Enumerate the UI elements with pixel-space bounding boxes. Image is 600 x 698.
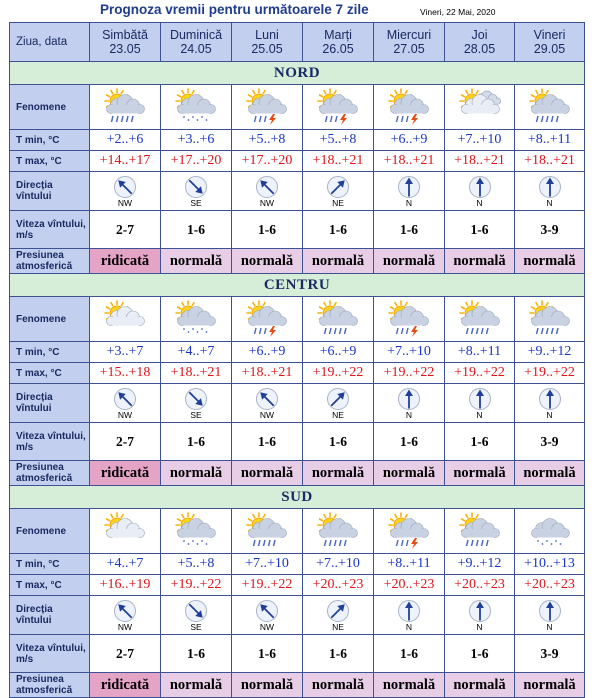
wind-direction-cell: [445, 384, 515, 423]
tmax-row: [10, 151, 585, 172]
weather-cell: [90, 297, 161, 342]
wind-speed-value: 1-6: [232, 423, 303, 461]
wind-direction-icon: [397, 387, 421, 411]
wind-direction-icon: [468, 387, 492, 411]
wind-direction-text: NW: [259, 409, 275, 420]
weather-cell: [303, 509, 374, 554]
sun-cloud-drizzle-icon: [173, 300, 219, 338]
wind-direction-text: NW: [259, 621, 275, 632]
pressure-value: normală: [374, 461, 445, 486]
wind-direction-icon: [113, 175, 137, 199]
wind-direction-text: N: [546, 197, 553, 208]
wind-speed-label: Viteza vîntului, m/s: [10, 211, 90, 249]
tmin-row: [10, 554, 585, 575]
wind-direction-cell: [161, 384, 232, 423]
tmax-value: +19..+22: [232, 575, 303, 596]
corner-label: Ziua, data: [10, 23, 90, 62]
day-header: [515, 23, 585, 62]
cloud-drizzle-icon: [527, 512, 573, 550]
tmin-value: +7..+10: [303, 554, 374, 575]
wind-speed-value: 1-6: [303, 423, 374, 461]
pressure-value: ridicată: [90, 673, 161, 698]
pressure-value: normală: [303, 673, 374, 698]
wind-speed-value: 1-6: [374, 423, 445, 461]
tmax-value: +19..+22: [445, 363, 515, 384]
region-name: CENTRU: [10, 274, 585, 297]
wind-direction-icon: [468, 599, 492, 623]
wind-speed-row: [10, 635, 585, 673]
pressure-value: normală: [232, 249, 303, 274]
weather-cell: [374, 85, 445, 130]
wind-speed-value: 1-6: [232, 211, 303, 249]
region-name: NORD: [10, 62, 585, 85]
tmax-value: +20..+23: [374, 575, 445, 596]
wind-direction-cell: [303, 384, 374, 423]
wind-direction-cell: [374, 596, 445, 635]
pressure-value: normală: [374, 673, 445, 698]
wind-direction-cell: [374, 384, 445, 423]
wind-direction-label: Direcția vîntului: [10, 172, 90, 211]
wind-direction-text: N: [546, 409, 553, 420]
sun-cloud-rain-icon: [244, 512, 290, 550]
tmax-row: [10, 575, 585, 596]
wind-direction-icon: [255, 175, 279, 199]
weather-cell: [515, 509, 585, 554]
wind-direction-icon: [255, 387, 279, 411]
tmin-value: +4..+7: [161, 342, 232, 363]
wind-speed-value: 1-6: [445, 423, 515, 461]
region-header: [10, 62, 585, 85]
sun-cloud-rain-icon: [315, 512, 361, 550]
wind-direction-label: Direcția vîntului: [10, 596, 90, 635]
wind-speed-value: 1-6: [303, 635, 374, 673]
tmax-value: +18..+21: [445, 151, 515, 172]
tmin-row: [10, 342, 585, 363]
wind-direction-text: NW: [259, 197, 275, 208]
tmin-value: +5..+8: [232, 130, 303, 151]
tmax-value: +17..+20: [232, 151, 303, 172]
wind-speed-label: Viteza vîntului, m/s: [10, 423, 90, 461]
header-row: [10, 23, 585, 62]
wind-direction-icon: [113, 387, 137, 411]
wind-speed-value: 1-6: [374, 635, 445, 673]
wind-speed-row: [10, 211, 585, 249]
wind-direction-cell: [232, 172, 303, 211]
tmin-value: +5..+8: [303, 130, 374, 151]
forecast-table: [9, 22, 585, 698]
wind-speed-value: 1-6: [303, 211, 374, 249]
weather-cell: [374, 509, 445, 554]
tmax-value: +19..+22: [374, 363, 445, 384]
weather-cell: [90, 85, 161, 130]
tmax-value: +19..+22: [515, 363, 585, 384]
tmin-value: +2..+6: [90, 130, 161, 151]
sun-cloud-rain-icon: [315, 300, 361, 338]
tmin-value: +5..+8: [161, 554, 232, 575]
wind-direction-cell: [445, 596, 515, 635]
pressure-label: Presiunea atmosferică: [10, 461, 90, 486]
sun-cloud-drizzle-icon: [173, 88, 219, 126]
tmin-value: +3..+6: [161, 130, 232, 151]
tmax-value: +18..+21: [232, 363, 303, 384]
pressure-value: normală: [445, 461, 515, 486]
wind-direction-icon: [538, 175, 562, 199]
wind-direction-icon: [184, 175, 208, 199]
wind-direction-cell: [303, 172, 374, 211]
wind-speed-value: 3-9: [515, 423, 585, 461]
tmin-label: T min, °C: [10, 554, 90, 575]
wind-direction-text: NE: [332, 621, 344, 632]
day-date: 23.05: [109, 42, 141, 56]
day-date: 25.05: [251, 42, 283, 56]
wind-direction-text: N: [476, 409, 483, 420]
weather-cell: [232, 509, 303, 554]
wind-direction-text: NW: [117, 409, 133, 420]
wind-direction-cell: [445, 172, 515, 211]
wind-direction-text: NE: [332, 409, 344, 420]
tmin-value: +9..+12: [515, 342, 585, 363]
phenomena-row: [10, 85, 585, 130]
day-name: Duminică: [169, 28, 223, 42]
tmin-value: +8..+11: [374, 554, 445, 575]
day-name: Luni: [255, 28, 279, 42]
wind-direction-row: [10, 172, 585, 211]
phenomena-label: Fenomene: [10, 297, 90, 342]
weather-cell: [374, 297, 445, 342]
wind-direction-cell: [90, 384, 161, 423]
sun-clouds-icon: [457, 88, 503, 126]
pressure-label: Presiunea atmosferică: [10, 673, 90, 698]
pressure-value: normală: [161, 249, 232, 274]
tmax-value: +18..+21: [161, 363, 232, 384]
wind-direction-row: [10, 596, 585, 635]
wind-speed-label: Viteza vîntului, m/s: [10, 635, 90, 673]
weather-cell: [232, 85, 303, 130]
wind-direction-icon: [113, 599, 137, 623]
sun-cloud-rain-icon: [457, 512, 503, 550]
wind-direction-text: N: [476, 621, 483, 632]
wind-direction-text: SE: [190, 621, 202, 632]
pressure-value: normală: [374, 249, 445, 274]
day-date: 24.05: [180, 42, 212, 56]
wind-direction-cell: [90, 596, 161, 635]
sun-cloud-thunder-icon: [386, 88, 432, 126]
sun-cloud-icon: [102, 300, 148, 338]
tmax-value: +18..+21: [374, 151, 445, 172]
wind-direction-text: N: [405, 409, 413, 420]
weather-cell: [515, 297, 585, 342]
tmax-value: +20..+23: [303, 575, 374, 596]
sun-cloud-thunder-icon: [386, 300, 432, 338]
wind-direction-icon: [326, 599, 350, 623]
wind-direction-icon: [397, 175, 421, 199]
wind-direction-cell: [515, 172, 585, 211]
sun-cloud-thunder-icon: [315, 88, 361, 126]
wind-direction-cell: [515, 596, 585, 635]
wind-direction-row: [10, 384, 585, 423]
wind-direction-text: SE: [190, 409, 202, 420]
wind-speed-value: 2-7: [90, 423, 161, 461]
wind-direction-icon: [468, 175, 492, 199]
tmax-value: +19..+22: [161, 575, 232, 596]
tmax-label: T max, °C: [10, 575, 90, 596]
sun-cloud-rain-icon: [527, 88, 573, 126]
wind-direction-text: NW: [117, 621, 133, 632]
tmin-value: +9..+12: [445, 554, 515, 575]
region-header: [10, 274, 585, 297]
pressure-value: normală: [303, 461, 374, 486]
tmin-row: [10, 130, 585, 151]
day-name: Vineri: [533, 28, 566, 42]
tmax-value: +18..+21: [515, 151, 585, 172]
tmin-value: +8..+11: [445, 342, 515, 363]
tmin-value: +6..+9: [374, 130, 445, 151]
day-name: Simbătă: [102, 28, 148, 42]
day-date: 28.05: [463, 42, 496, 56]
sun-cloud-rain-icon: [527, 300, 573, 338]
pressure-value: normală: [232, 673, 303, 698]
wind-speed-value: 3-9: [515, 211, 585, 249]
wind-direction-cell: [90, 172, 161, 211]
wind-direction-icon: [184, 599, 208, 623]
weather-cell: [303, 297, 374, 342]
tmax-value: +20..+23: [445, 575, 515, 596]
region-header: [10, 486, 585, 509]
wind-direction-text: NW: [117, 197, 133, 208]
wind-direction-icon: [326, 387, 350, 411]
weather-cell: [161, 509, 232, 554]
wind-direction-text: NE: [332, 197, 344, 208]
day-date: 29.05: [533, 42, 566, 56]
wind-direction-cell: [374, 172, 445, 211]
day-header: [303, 23, 374, 62]
pressure-value: normală: [161, 461, 232, 486]
wind-direction-text: N: [476, 197, 483, 208]
wind-direction-cell: [303, 596, 374, 635]
pressure-value: normală: [515, 673, 585, 698]
day-name: Marți: [324, 28, 352, 42]
tmax-value: +16..+19: [90, 575, 161, 596]
pressure-row: [10, 461, 585, 486]
wind-speed-value: 1-6: [445, 211, 515, 249]
tmin-value: +6..+9: [303, 342, 374, 363]
weather-cell: [232, 297, 303, 342]
day-header: [90, 23, 161, 62]
wind-direction-icon: [255, 599, 279, 623]
wind-direction-text: SE: [190, 197, 202, 208]
pressure-label: Presiunea atmosferică: [10, 249, 90, 274]
tmin-value: +7..+10: [232, 554, 303, 575]
wind-speed-value: 1-6: [161, 211, 232, 249]
tmin-value: +3..+7: [90, 342, 161, 363]
phenomena-row: [10, 509, 585, 554]
sun-cloud-drizzle-icon: [173, 512, 219, 550]
wind-speed-value: 1-6: [161, 423, 232, 461]
tmax-value: +17..+20: [161, 151, 232, 172]
tmin-value: +7..+10: [374, 342, 445, 363]
wind-direction-icon: [397, 599, 421, 623]
pressure-value: ridicată: [90, 461, 161, 486]
pressure-value: normală: [515, 461, 585, 486]
wind-speed-value: 1-6: [445, 635, 515, 673]
tmin-value: +6..+9: [232, 342, 303, 363]
day-name: Joi: [471, 28, 488, 42]
weather-cell: [161, 85, 232, 130]
wind-direction-cell: [232, 384, 303, 423]
tmin-label: T min, °C: [10, 130, 90, 151]
weather-cell: [303, 85, 374, 130]
wind-direction-label: Direcția vîntului: [10, 384, 90, 423]
wind-direction-text: N: [405, 621, 413, 632]
wind-direction-icon: [538, 599, 562, 623]
pressure-value: normală: [161, 673, 232, 698]
wind-direction-cell: [161, 172, 232, 211]
day-header: [374, 23, 445, 62]
day-name: Miercuri: [386, 28, 432, 42]
wind-direction-text: N: [546, 621, 553, 632]
tmax-label: T max, °C: [10, 151, 90, 172]
pressure-value: ridicată: [90, 249, 161, 274]
day-header: [232, 23, 303, 62]
sun-cloud-icon: [102, 512, 148, 550]
tmax-row: [10, 363, 585, 384]
weather-cell: [161, 297, 232, 342]
weather-cell: [445, 85, 515, 130]
weather-cell: [445, 509, 515, 554]
sun-cloud-rain-icon: [457, 300, 503, 338]
weather-cell: [445, 297, 515, 342]
pressure-row: [10, 249, 585, 274]
phenomena-label: Fenomene: [10, 85, 90, 130]
wind-speed-value: 2-7: [90, 211, 161, 249]
wind-direction-icon: [326, 175, 350, 199]
sun-cloud-rain-icon: [102, 88, 148, 126]
wind-direction-icon: [538, 387, 562, 411]
tmin-value: +4..+7: [90, 554, 161, 575]
wind-direction-icon: [184, 387, 208, 411]
wind-speed-value: 1-6: [161, 635, 232, 673]
day-date: 26.05: [322, 42, 354, 56]
day-header: [161, 23, 232, 62]
tmax-value: +19..+22: [303, 363, 374, 384]
wind-speed-value: 1-6: [374, 211, 445, 249]
wind-direction-cell: [161, 596, 232, 635]
forecast-issue-date: Vineri, 22 Mai, 2020: [420, 7, 496, 17]
tmin-value: +10..+13: [515, 554, 585, 575]
wind-speed-value: 1-6: [232, 635, 303, 673]
tmin-value: +7..+10: [445, 130, 515, 151]
pressure-value: normală: [232, 461, 303, 486]
sun-cloud-thunder-icon: [244, 300, 290, 338]
pressure-value: normală: [445, 673, 515, 698]
tmax-label: T max, °C: [10, 363, 90, 384]
tmax-value: +20..+23: [515, 575, 585, 596]
weather-cell: [90, 509, 161, 554]
phenomena-row: [10, 297, 585, 342]
page-title: Prognoza vremii pentru următoarele 7 zile: [100, 2, 369, 17]
wind-speed-value: 2-7: [90, 635, 161, 673]
day-date: 27.05: [393, 42, 425, 56]
tmin-value: +8..+11: [515, 130, 585, 151]
wind-direction-cell: [515, 384, 585, 423]
wind-speed-row: [10, 423, 585, 461]
pressure-value: normală: [303, 249, 374, 274]
wind-speed-value: 3-9: [515, 635, 585, 673]
region-name: SUD: [10, 486, 585, 509]
pressure-value: normală: [445, 249, 515, 274]
pressure-value: normală: [515, 249, 585, 274]
sun-cloud-thunder-icon: [244, 88, 290, 126]
phenomena-label: Fenomene: [10, 509, 90, 554]
wind-direction-cell: [232, 596, 303, 635]
day-header: [445, 23, 515, 62]
tmax-value: +18..+21: [303, 151, 374, 172]
sun-cloud-thunder-icon: [386, 512, 432, 550]
tmax-value: +15..+18: [90, 363, 161, 384]
tmax-value: +14..+17: [90, 151, 161, 172]
wind-direction-text: N: [405, 197, 413, 208]
weather-cell: [515, 85, 585, 130]
tmin-label: T min, °C: [10, 342, 90, 363]
pressure-row: [10, 673, 585, 698]
